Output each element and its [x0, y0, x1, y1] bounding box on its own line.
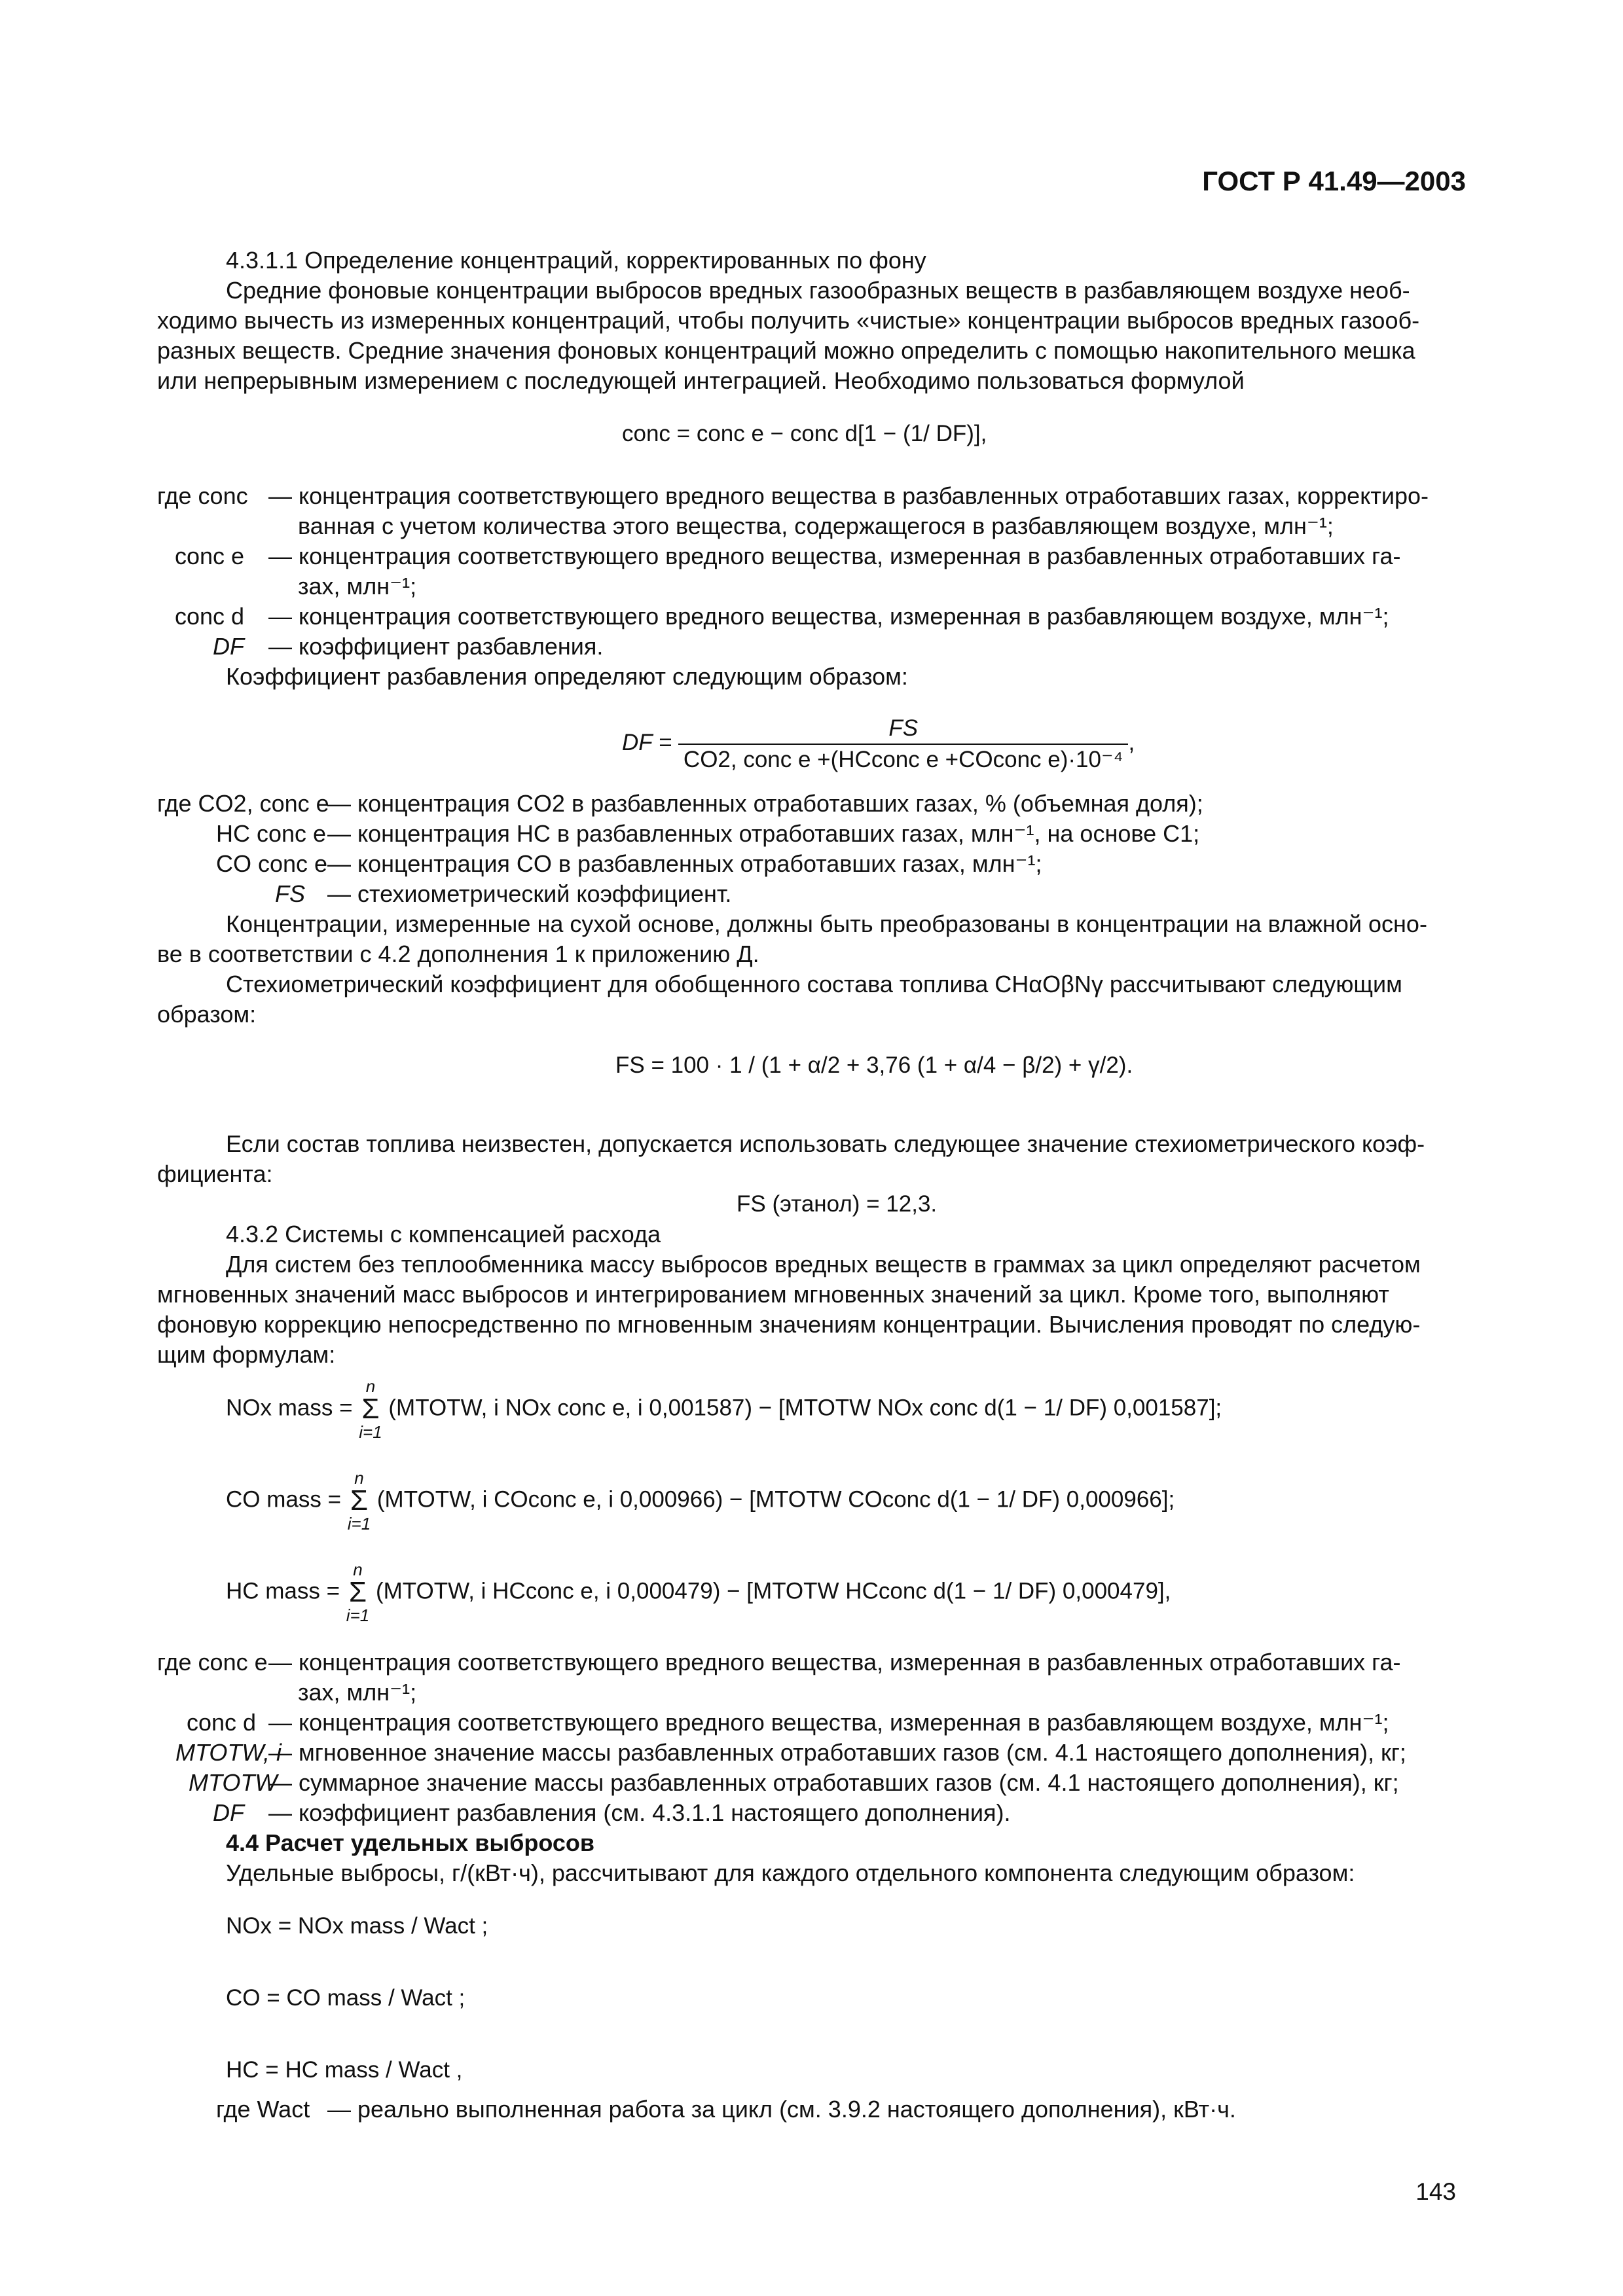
formula-df-lhs: DF = [622, 729, 672, 755]
definition-term: CO conc e [216, 850, 328, 877]
formula-lhs: CO mass [226, 1486, 321, 1513]
definition-text: — концентрация соответствующего вредного вещества, измеренная в разбавляющем воздухе, млн⁻¹; [268, 1709, 1389, 1736]
sum-upper-limit: n [354, 1468, 364, 1488]
summation-symbol: n Σ i=1 [347, 1468, 371, 1534]
formula-body: (MTOTW, i HCconc e, i 0,000479) − [MTOTW HCconc d(1 − 1/ DF) 0,000479], [375, 1578, 1171, 1604]
paragraph-line: Средние фоновые концентрации выбросов вредных газообразных веществ в разбавляющем воздухе необ- [226, 277, 1410, 304]
formula-body: (MTOTW, i NOx conc e, i 0,001587) − [MTOTW NOx conc d(1 − 1/ DF) 0,001587]; [388, 1395, 1222, 1421]
formula-df-numerator: FS [678, 713, 1129, 745]
section-title-4-3-2: 4.3.2 Системы с компенсацией расхода [226, 1221, 661, 1247]
summation-symbol: n Σ i=1 [346, 1560, 370, 1625]
definition-text: — концентрация соответствующего вредного вещества, измеренная в разбавленных отработавших га- [268, 1649, 1401, 1676]
sum-upper-limit: n [365, 1376, 376, 1396]
definition-term: DF [213, 633, 244, 660]
definition-term: где Wact [216, 2096, 310, 2123]
formula-fs: FS = 100 · 1 / (1 + α/2 + 3,76 (1 + α/4 − β/2) + γ/2). [615, 1052, 1133, 1078]
definition-term: conc e [175, 543, 245, 569]
paragraph-line: Концентрации, измеренные на сухой основе, должны быть преобразованы в концентрации на влажной осно- [226, 910, 1427, 937]
definition-text: — концентрация соответствующего вредного вещества, измеренная в разбавленных отработавших га- [268, 543, 1401, 569]
paragraph-line: щим формулам: [157, 1341, 336, 1368]
paragraph-line: разных веществ. Средние значения фоновых концентраций можно определить с помощью накопительного мешка [157, 337, 1415, 364]
sum-lower-limit: i=1 [346, 1605, 370, 1625]
definition-term: FS [275, 880, 306, 907]
summation-symbol: n Σ i=1 [359, 1376, 382, 1442]
definition-term: conc d [175, 603, 245, 630]
formula-fs-ethanol: FS (этанол) = 12,3. [737, 1191, 938, 1217]
definition-term: HC conc e [216, 820, 327, 847]
definition-text: — концентрация CO в разбавленных отработавших газах, млн⁻¹; [327, 850, 1042, 877]
definition-continuation: ванная с учетом количества этого вещества, содержащегося в разбавляющем воздухе, млн⁻¹; [298, 512, 1334, 539]
definition-text: — концентрация соответствующего вредного вещества, измеренная в разбавляющем воздухе, млн⁻¹; [268, 603, 1389, 630]
definition-term: DF [213, 1799, 244, 1826]
paragraph-line: Стехиометрический коэффициент для обобщенного состава топлива CHαOβNγ рассчитывают следующим [226, 971, 1402, 997]
section-title-4-4: 4.4 Расчет удельных выбросов [226, 1829, 595, 1856]
paragraph-line: мгновенных значений масс выбросов и интегрированием мгновенных значений за цикл. Кроме того, выполняют [157, 1281, 1389, 1308]
definition-text: — концентрация HC в разбавленных отработавших газах, млн⁻¹, на основе C1; [327, 820, 1200, 847]
formula-df-denominator: CO2, conc e +(HCconc e +COconc e)·10⁻⁴ [683, 746, 1123, 772]
sum-lower-limit: i=1 [359, 1422, 382, 1442]
definition-term: MTOTW, i [175, 1739, 282, 1766]
definition-continuation: зах, млн⁻¹; [298, 1679, 417, 1706]
definition-continuation: зах, млн⁻¹; [298, 573, 417, 600]
definition-term: где conc e [157, 1649, 268, 1676]
paragraph-line: образом: [157, 1001, 257, 1028]
formula-nox-mass: NOx mass = n Σ i=1 (MTOTW, i NOx conc e, i 0,001587) − [MTOTW NOx conc d(1 − 1/ DF) 0,001587]; [226, 1376, 1222, 1442]
definition-text: — реально выполненная работа за цикл (см. 3.9.2 настоящего дополнения), кВт·ч. [327, 2096, 1236, 2123]
definition-text: — коэффициент разбавления (см. 4.3.1.1 настоящего дополнения). [268, 1799, 1011, 1826]
page-number: 143 [1415, 2178, 1456, 2205]
sum-upper-limit: n [353, 1560, 363, 1579]
definition-text: — коэффициент разбавления. [268, 633, 604, 660]
definition-text: — мгновенное значение массы разбавленных отработавших газов (см. 4.1 настоящего дополнения), кг; [268, 1739, 1406, 1766]
paragraph-line: Если состав топлива неизвестен, допускается использовать следующее значение стехиометрического коэф- [226, 1130, 1425, 1157]
paragraph-line: ве в соответствии с 4.2 дополнения 1 к приложению Д. [157, 941, 759, 967]
formula-df: DF = $\frac{FS}{\text{CO2, conc e +(HCconc e +COconc e)·10⁻⁴}}$ , [622, 713, 1135, 774]
formula-lhs: HC mass [226, 1578, 320, 1604]
paragraph-line: Удельные выбросы, г/(кВт·ч), рассчитывают для каждого отдельного компонента следующим образом: [226, 1859, 1355, 1886]
paragraph-line: фоновую коррекцию непосредственно по мгновенным значениям концентрации. Вычисления проводят по следую- [157, 1311, 1421, 1338]
paragraph-line: ходимо вычесть из измеренных концентраций, чтобы получить «чистые» концентрации выбросов вредных газооб- [157, 307, 1420, 334]
formula-co-mass: CO mass = n Σ i=1 (MTOTW, i COconc e, i 0,000966) − [MTOTW COconc d(1 − 1/ DF) 0,000966]; [226, 1468, 1175, 1534]
definition-term: conc d [187, 1709, 257, 1736]
formula-hc-mass: HC mass = n Σ i=1 (MTOTW, i HCconc e, i 0,000479) − [MTOTW HCconc d(1 − 1/ DF) 0,000479], [226, 1560, 1171, 1625]
formula-conc: conc = conc e − conc d[1 − (1/ DF)], [622, 421, 987, 446]
paragraph-line: фициента: [157, 1160, 273, 1187]
paragraph-line: или непрерывным измерением с последующей интеграцией. Необходимо пользоваться формулой [157, 367, 1245, 394]
sum-lower-limit: i=1 [347, 1514, 371, 1534]
formula-specific-nox: NOx = NOx mass / Wact ; [226, 1913, 488, 1939]
paragraph-line: Коэффициент разбавления определяют следующим образом: [226, 663, 908, 690]
formula-specific-co: CO = CO mass / Wact ; [226, 1985, 465, 2011]
formula-lhs: NOx mass [226, 1395, 333, 1421]
definition-text: — концентрация CO2 в разбавленных отработавших газах, % (объемная доля); [327, 790, 1203, 817]
definition-text: — суммарное значение массы разбавленных отработавших газов (см. 4.1 настоящего дополнения), кг; [268, 1769, 1399, 1796]
paragraph-line: Для систем без теплообменника массу выбросов вредных веществ в граммах за цикл определяют расчетом [226, 1251, 1421, 1278]
formula-specific-hc: HC = HC mass / Wact , [226, 2057, 463, 2083]
formula-df-fraction [678, 713, 1129, 774]
definition-text: — концентрация соответствующего вредного вещества в разбавленных отработавших газах, корректиро- [268, 482, 1429, 509]
definition-text: — стехиометрический коэффициент. [327, 880, 732, 907]
definition-term: где conc [157, 482, 248, 509]
section-title-4-3-1-1: 4.3.1.1 Определение концентраций, корректированных по фону [226, 247, 926, 274]
definition-term: MTOTW [189, 1769, 278, 1796]
definition-term: где CO2, conc e [157, 790, 329, 817]
document-header: ГОСТ Р 41.49—2003 [1202, 166, 1466, 196]
formula-body: (MTOTW, i COconc e, i 0,000966) − [MTOTW COconc d(1 − 1/ DF) 0,000966]; [376, 1486, 1175, 1513]
